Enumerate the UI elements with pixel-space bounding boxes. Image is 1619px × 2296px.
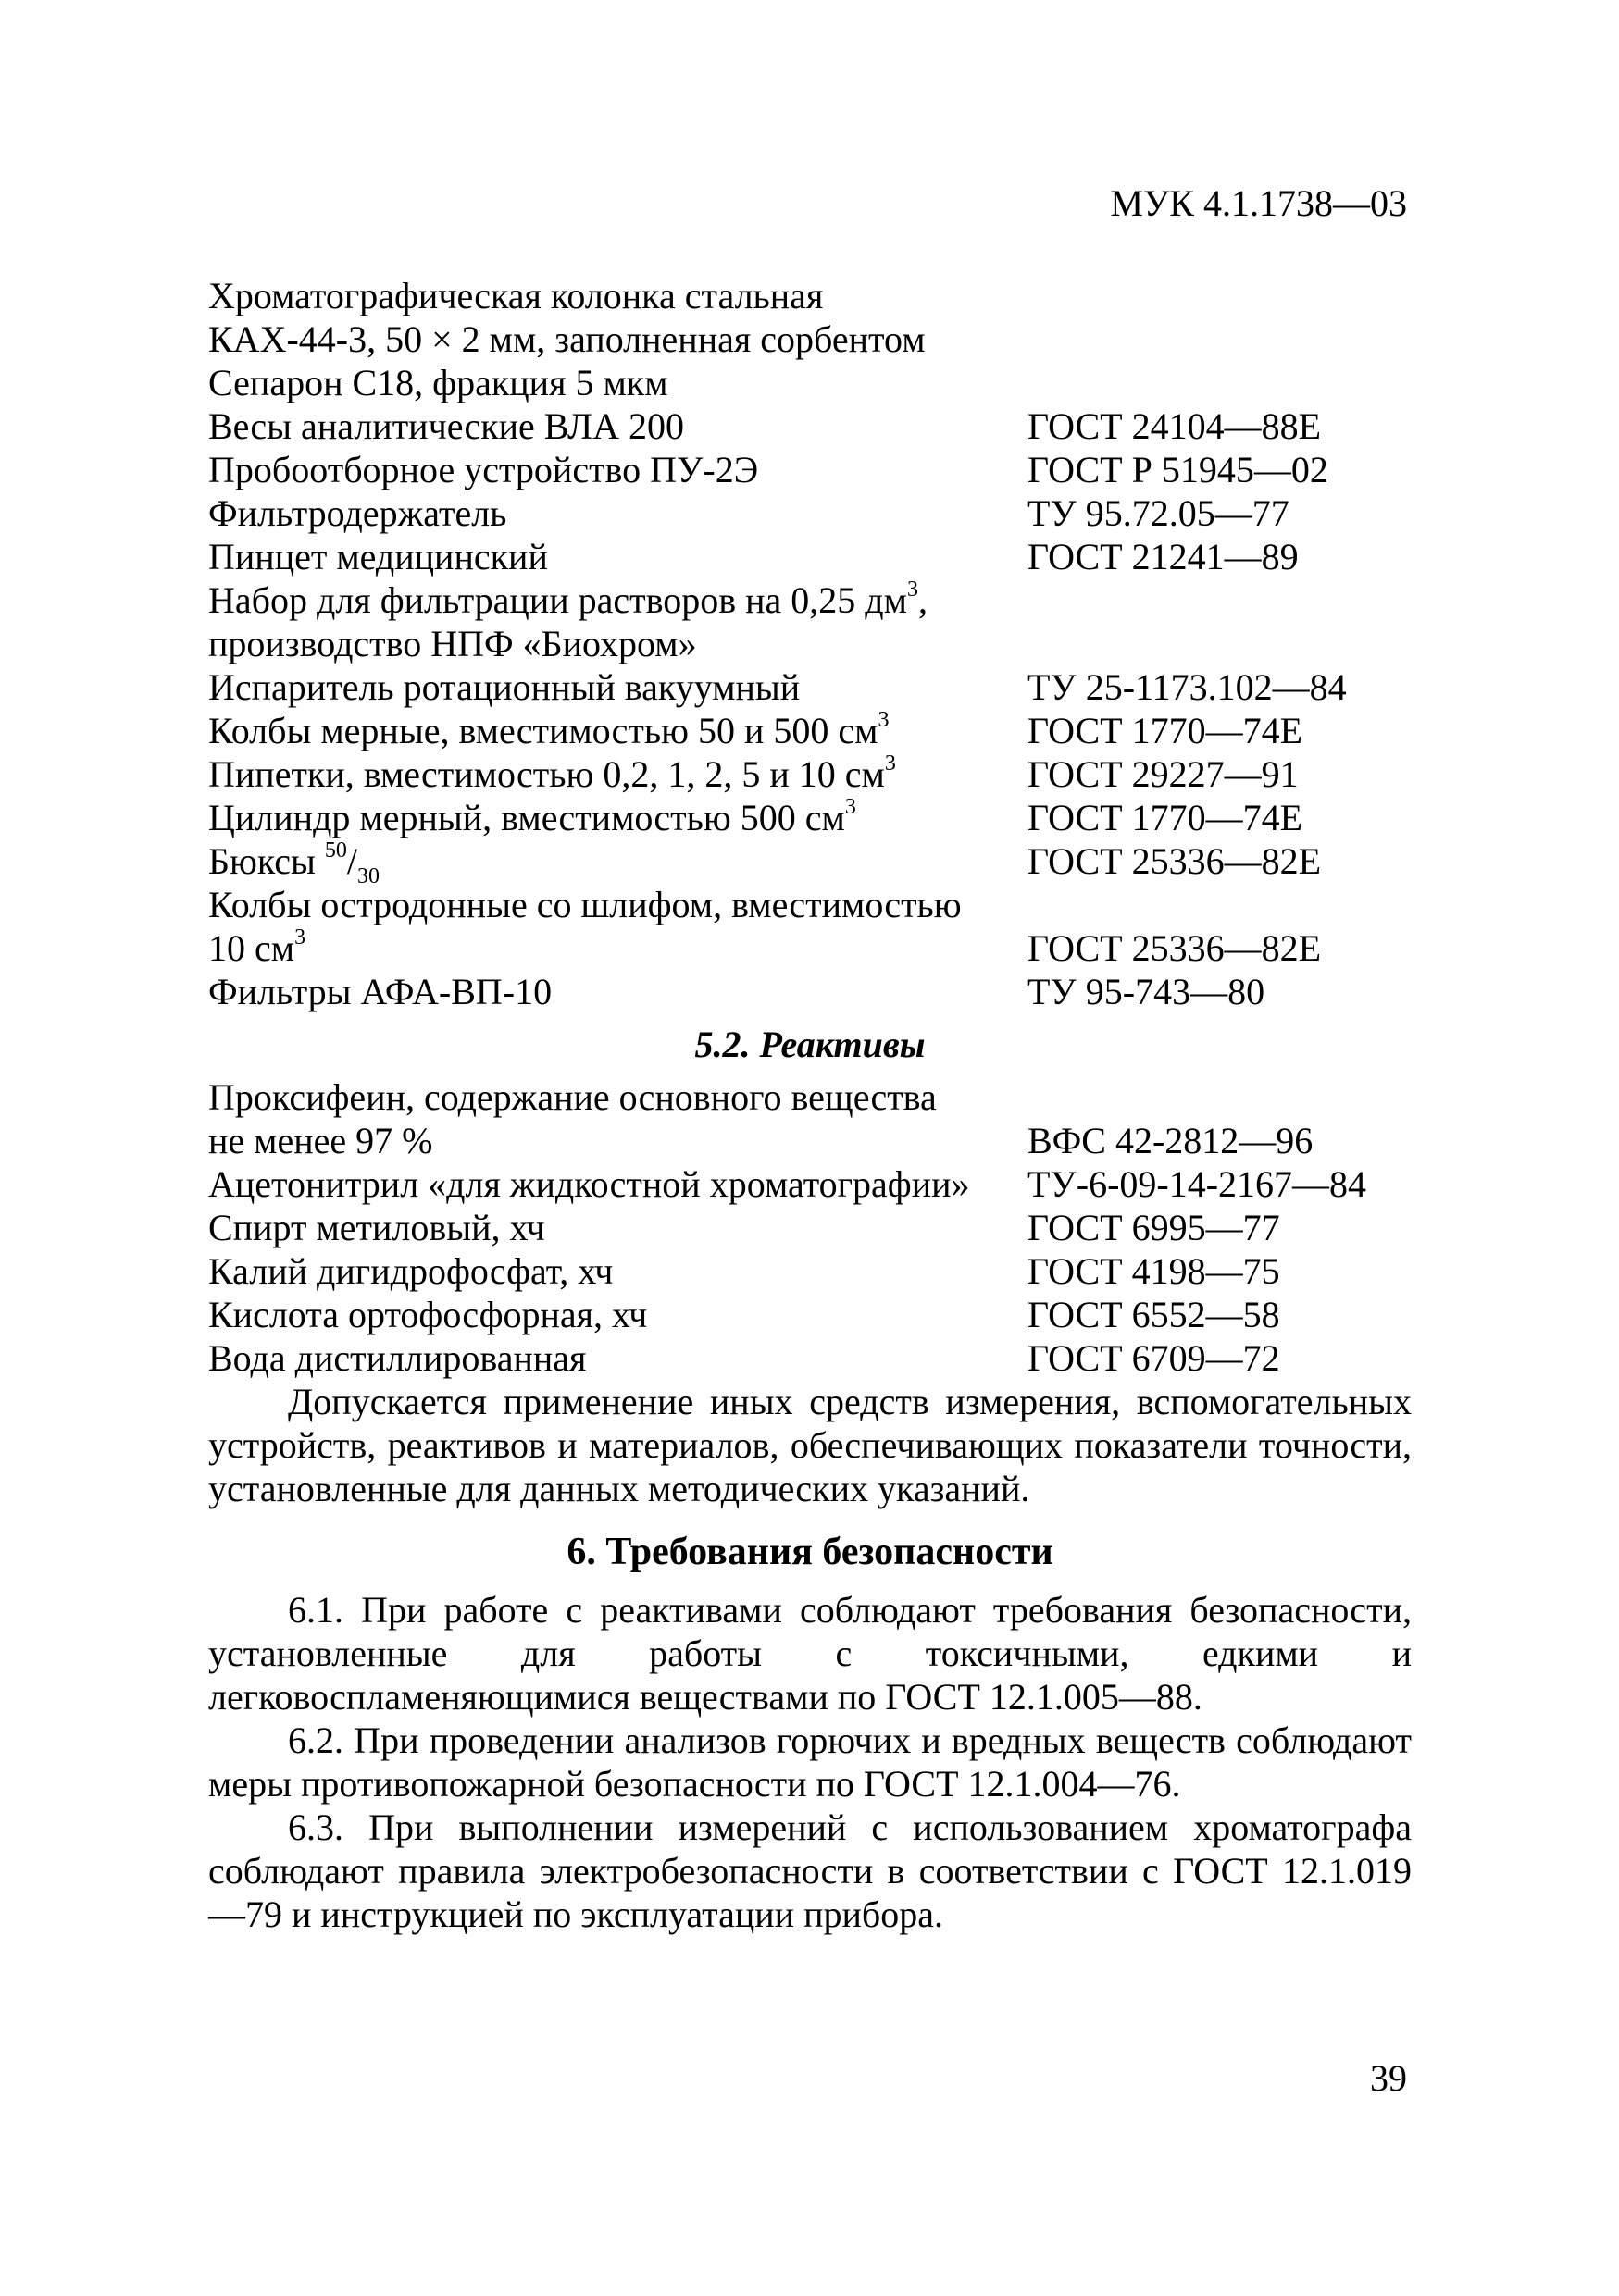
list-item — [208, 274, 1412, 404]
item-standard: ТУ 25-1173.102—84 — [1027, 666, 1347, 708]
item-name: Испаритель ротационный вакуумный — [208, 666, 801, 708]
item-name: Цилиндр мерный, вместимостью 500 см — [208, 797, 845, 838]
item-name: Набор для фильтрации растворов на 0,25 дм — [208, 579, 907, 621]
list-item — [208, 1336, 1412, 1380]
item-name: Колбы остродонные со шлифом, вместимостью — [208, 884, 962, 925]
item-standard: ГОСТ 6995—77 — [1027, 1207, 1280, 1248]
item-standard: ТУ 95.72.05—77 — [1027, 492, 1289, 534]
list-item — [208, 752, 1412, 796]
item-name: Колбы мерные, вместимостью 50 и 500 см — [208, 710, 878, 751]
document-code: МУК 4.1.1738—03 — [1110, 182, 1407, 224]
list-item — [208, 970, 1412, 1013]
item-name: Пинцет медицинский — [208, 536, 548, 577]
item-standard: ГОСТ 25336—82Е — [1027, 840, 1322, 882]
item-standard: ГОСТ 6552—58 — [1027, 1294, 1280, 1335]
item-standard: ТУ 95-743—80 — [1027, 971, 1265, 1012]
page-content — [208, 274, 1412, 1936]
item-standard: ТУ-6-09-14-2167—84 — [1027, 1163, 1367, 1205]
list-item — [208, 1293, 1412, 1336]
fraction-numerator: 50 — [324, 838, 347, 863]
item-standard: ГОСТ Р 51945—02 — [1027, 449, 1328, 490]
item-name: Сепарон С18, фракция 5 мкм — [208, 362, 668, 403]
item-name: Фильтродержатель — [208, 492, 507, 534]
superscript: 3 — [844, 795, 856, 819]
list-item — [208, 448, 1412, 491]
reagents-list — [208, 1075, 1412, 1380]
list-item — [208, 535, 1412, 578]
item-name: Пробоотборное устройство ПУ-2Э — [208, 449, 759, 490]
superscript: 3 — [294, 925, 306, 949]
equipment-list — [208, 274, 1412, 1013]
list-item — [208, 1075, 1412, 1162]
list-item — [208, 1249, 1412, 1293]
item-name: Кислота ортофосфорная, хч — [208, 1294, 648, 1335]
item-standard: ГОСТ 21241—89 — [1027, 536, 1299, 577]
superscript: 3 — [878, 708, 890, 732]
allowance-paragraph: Допускается применение иных средств измерения, вспомогательных устройств, реактивов и материалов, обеспечивающих показатели точности, установленные для данных методических указаний. — [208, 1381, 1412, 1509]
item-name: производство НПФ «Биохром» — [208, 623, 697, 664]
list-item — [208, 665, 1412, 709]
item-standard: ГОСТ 6709—72 — [1027, 1337, 1280, 1379]
item-standard: ГОСТ 25336—82Е — [1027, 927, 1322, 969]
list-item — [208, 709, 1412, 752]
list-item — [208, 491, 1412, 535]
superscript: 3 — [884, 751, 896, 776]
list-item — [208, 1206, 1412, 1249]
list-item: Набор для фильтрации растворов на 0,25 $дм^3$, производство НПФ «Биохром» — [208, 578, 1412, 665]
item-name: Пипетки, вместимостью 0,2, 1, 2, 5 и 10 см — [208, 753, 885, 795]
item-name: Вода дистиллированная — [208, 1337, 587, 1379]
list-item — [208, 796, 1412, 839]
page-number: 39 — [1370, 2057, 1407, 2099]
list-item — [208, 1162, 1412, 1206]
item-name: не менее 97 % — [208, 1120, 433, 1161]
item-name: Калий дигидрофосфат, хч — [208, 1250, 614, 1292]
item-standard: ВФС 42-2812—96 — [1027, 1120, 1314, 1161]
item-name: Проксифеин, содержание основного вещества — [208, 1076, 937, 1118]
superscript: 3 — [906, 577, 918, 602]
item-name: КАХ-44-3, 50 × 2 мм, заполненная сорбентом — [208, 318, 926, 360]
item-standard: ГОСТ 1770—74Е — [1027, 710, 1303, 751]
item-standard: ГОСТ 29227—91 — [1027, 753, 1299, 795]
item-standard: ГОСТ 4198—75 — [1027, 1250, 1280, 1292]
list-item: Бюксы $^{50}/_{30}$ ГОСТ 25336—82Е — [208, 838, 1322, 888]
item-name: 10 см — [208, 927, 295, 969]
item-name: Весы аналитические ВЛА 200 — [208, 405, 684, 447]
list-item — [208, 883, 1412, 970]
paragraph-6-3: 6.3. При выполнении измерений с использованием хроматографа соблюдают правила электробезопасности в соответствии с ГОСТ 12.1.019—79 и инструкцией по эксплуатации прибора. — [208, 1806, 1412, 1935]
item-name: Хроматографическая колонка стальная — [208, 275, 824, 316]
item-name: Бюксы — [208, 840, 325, 882]
paragraph-6-2: 6.2. При проведении анализов горючих и вредных веществ соблюдают меры противопожарной безопасности по ГОСТ 12.1.004—76. — [208, 1719, 1412, 1805]
paragraph-6-1: 6.1. При работе с реактивами соблюдают требования безопасности, установленные для работы с токсичными, едкими и легковоспламеняющимися веществами по ГОСТ 12.1.005—88. — [208, 1589, 1412, 1718]
item-standard: ГОСТ 24104—88Е — [1027, 405, 1322, 447]
item-standard: ГОСТ 1770—74Е — [1027, 797, 1303, 838]
item-name: Ацетонитрил «для жидкостной хроматографии» — [208, 1163, 970, 1205]
list-item — [208, 404, 1412, 448]
item-name: Спирт метиловый, хч — [208, 1207, 545, 1248]
section-title: 6. Требования безопасности — [567, 1531, 1053, 1573]
item-name: Фильтры АФА-ВП-10 — [208, 971, 553, 1012]
fraction-denominator: 30 — [357, 864, 380, 888]
reagents-heading: 5.2. Реактивы — [694, 1024, 926, 1065]
